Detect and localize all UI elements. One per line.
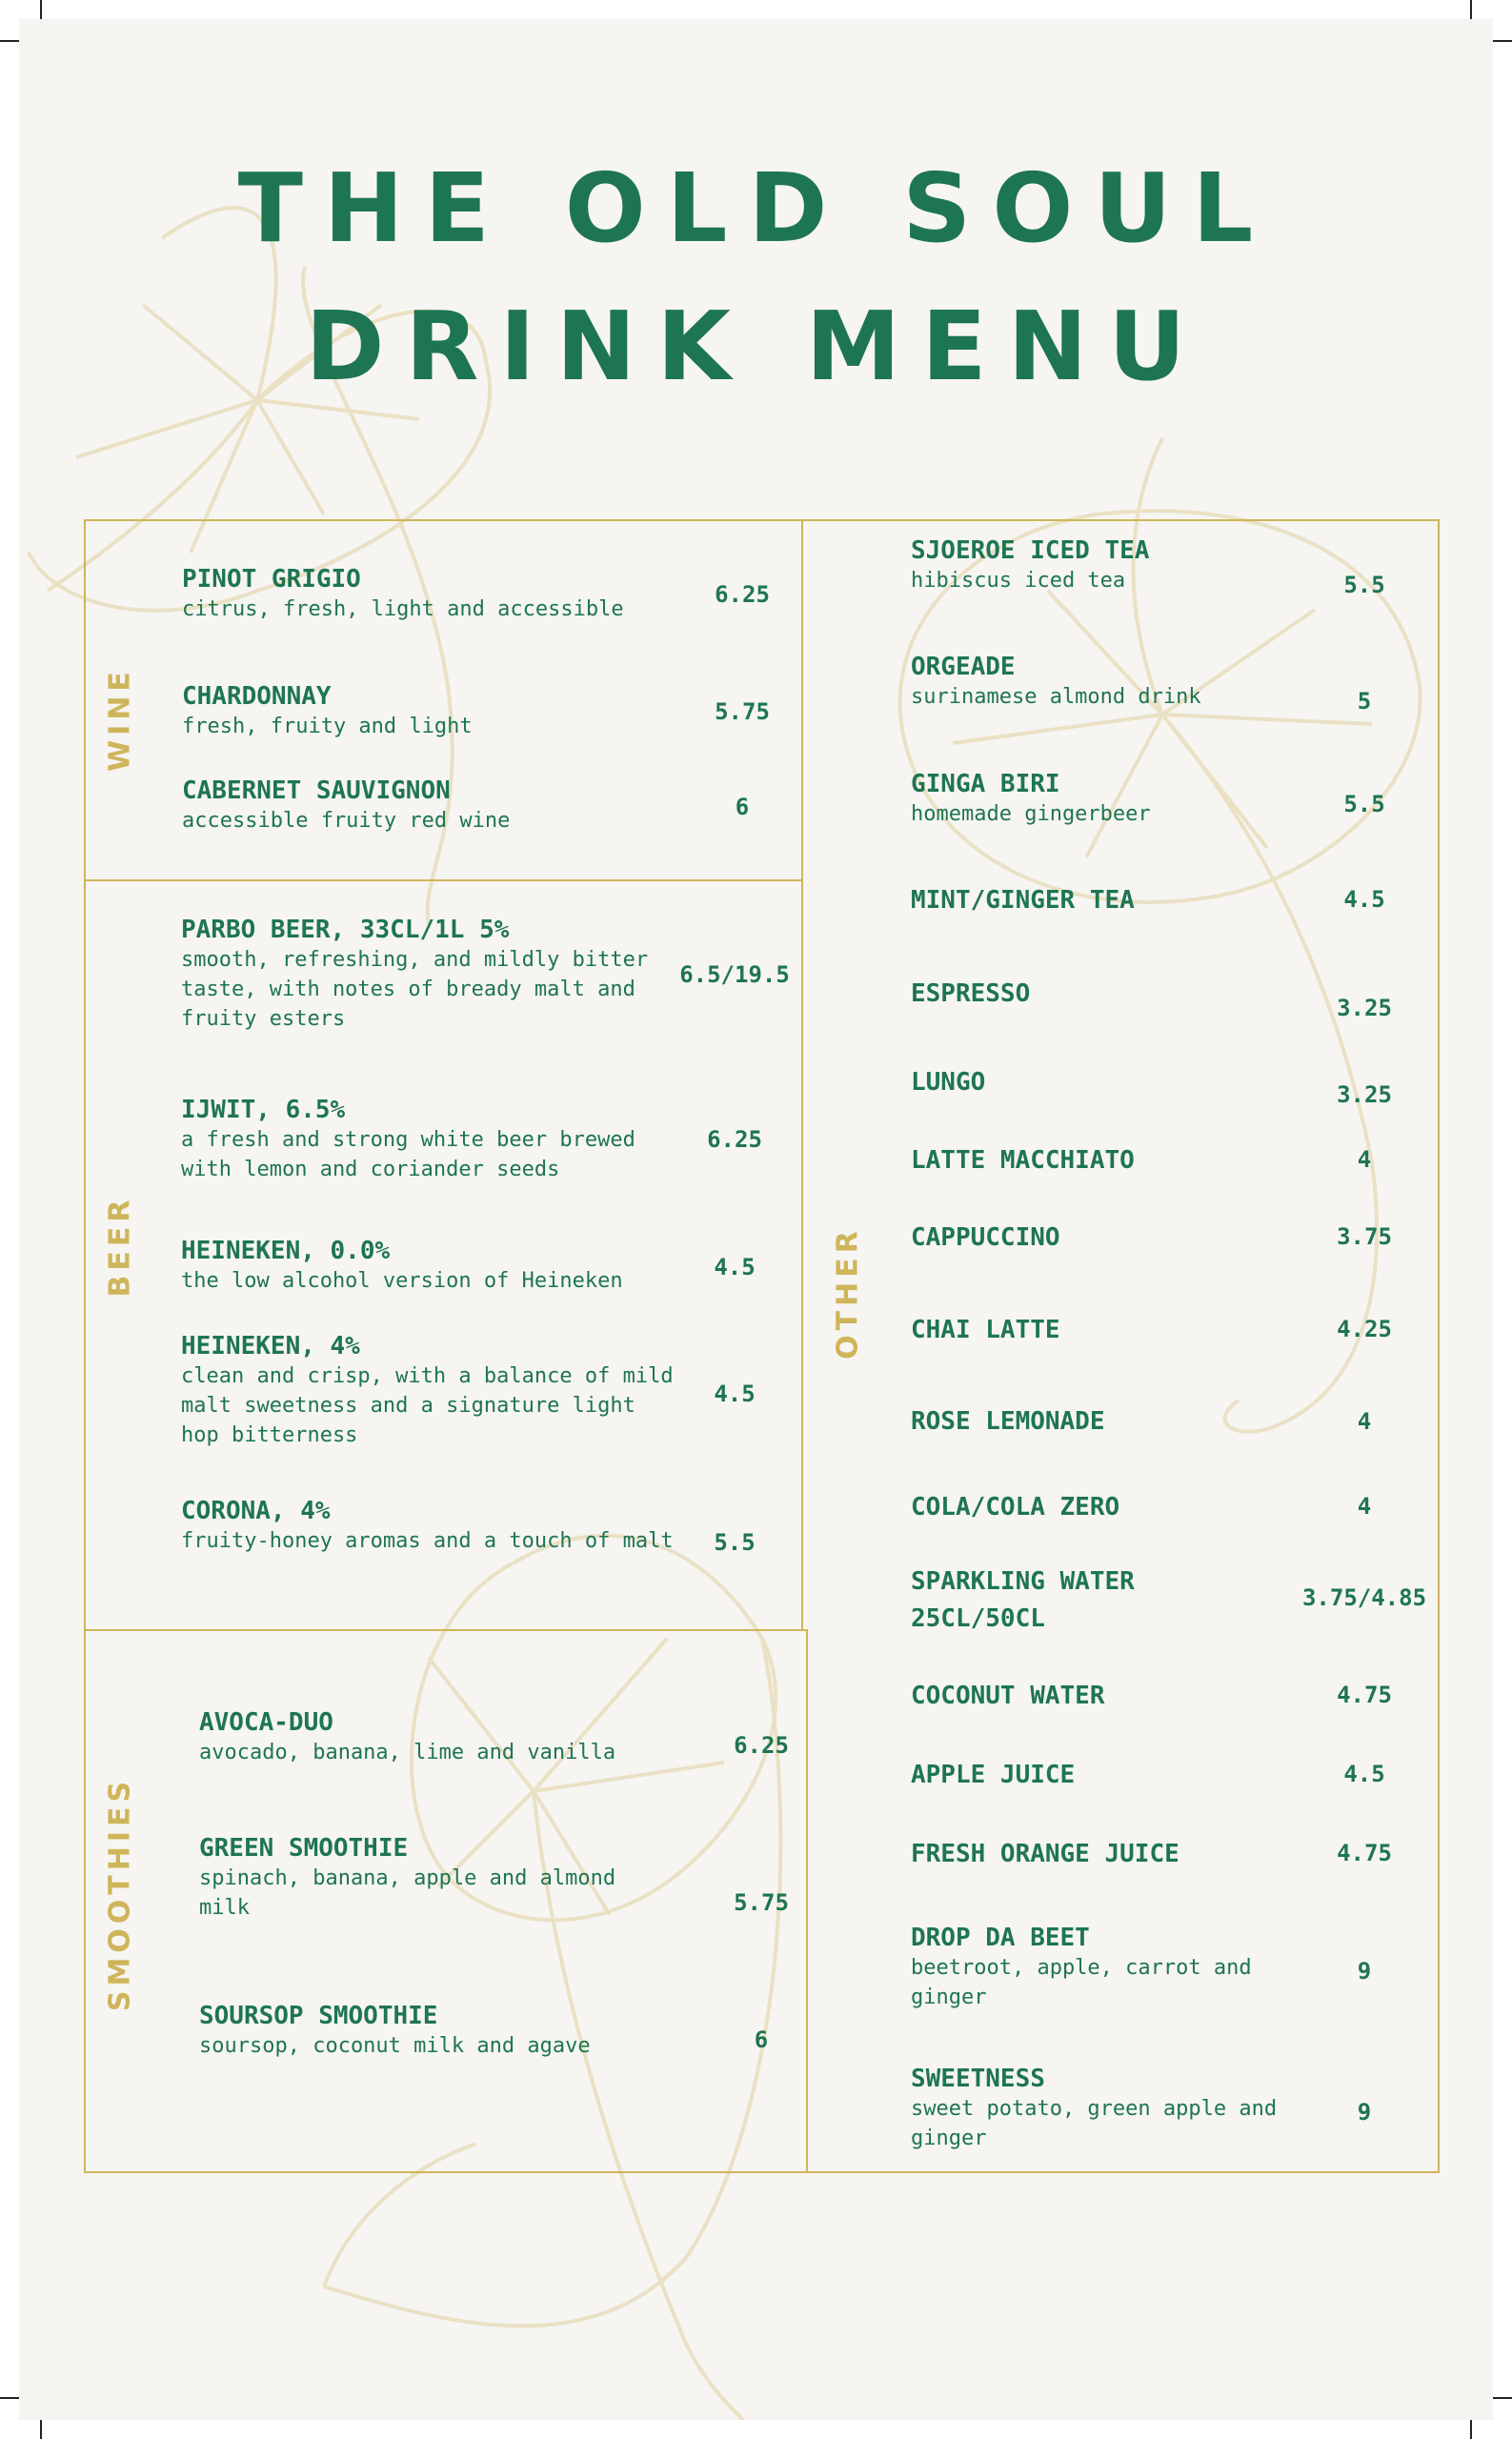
- item-description: fresh, fruity and light: [182, 715, 473, 738]
- item-name: CORONA, 4%: [181, 1497, 331, 1525]
- menu-item: [911, 1760, 1292, 1790]
- item-price: 5.75: [734, 1889, 789, 1916]
- item-price: 6.25: [707, 1126, 762, 1153]
- menu-item: [911, 1315, 1292, 1345]
- item-description: avocado, banana, lime and vanilla: [199, 1741, 616, 1764]
- column-divider-top: [801, 519, 803, 1630]
- item-price: 6.25: [715, 581, 770, 608]
- crop-mark: [40, 0, 42, 19]
- menu-item: [181, 915, 681, 1034]
- item-price: 3.75: [1337, 1223, 1392, 1250]
- menu-title-line-2: DRINK MENU: [305, 291, 1207, 402]
- crop-mark: [40, 2420, 42, 2439]
- item-price: 4: [1357, 1493, 1372, 1520]
- item-name: PINOT GRIGIO: [182, 565, 361, 594]
- item-name: COCONUT WATER: [911, 1682, 1105, 1710]
- item-price: 6.25: [734, 1732, 789, 1759]
- item-price: 4.5: [1343, 886, 1385, 913]
- item-name: GREEN SMOOTHIE: [199, 1834, 409, 1863]
- item-price: 3.25: [1337, 1081, 1392, 1108]
- item-price: 4.5: [714, 1381, 756, 1407]
- item-price: 3.25: [1337, 995, 1392, 1021]
- item-price: 3.75/4.85: [1301, 1584, 1427, 1611]
- crop-mark: [1493, 40, 1512, 42]
- category-other: OTHER: [831, 1226, 865, 1360]
- item-description: homemade gingerbeer: [911, 802, 1151, 826]
- menu-item: [911, 1145, 1292, 1176]
- item-price: 6: [735, 794, 750, 820]
- item-price: 5.75: [715, 698, 770, 725]
- item-name: SPARKLING WATER 25CL/50CL: [911, 1567, 1135, 1633]
- item-name: FRESH ORANGE JUICE: [911, 1840, 1179, 1868]
- column-divider-bottom: [806, 1630, 808, 2171]
- menu-item: [911, 978, 1292, 1009]
- item-description: beetroot, apple, carrot and ginger: [911, 1956, 1252, 2009]
- item-name: APPLE JUICE: [911, 1761, 1076, 1789]
- crop-mark: [0, 40, 19, 42]
- item-description: surinamese almond drink: [911, 685, 1201, 709]
- menu-item: [911, 652, 1292, 712]
- menu-item: [911, 1406, 1292, 1437]
- item-price: 5.5: [1343, 572, 1385, 598]
- menu-item: [182, 681, 696, 741]
- item-description: accessible fruity red wine: [182, 809, 511, 833]
- menu-item: [911, 1681, 1292, 1711]
- item-name: CHARDONNAY: [182, 682, 332, 711]
- menu-item: [199, 1707, 675, 1767]
- item-price: 6.5/19.5: [679, 961, 790, 988]
- item-price: 4.5: [714, 1254, 756, 1280]
- item-description: the low alcohol version of Heineken: [181, 1269, 623, 1293]
- item-name: SOURSOP SMOOTHIE: [199, 2002, 438, 2030]
- item-description: sweet potato, green apple and ginger: [911, 2097, 1278, 2150]
- item-price: 9: [1357, 2099, 1372, 2126]
- item-price: 4.5: [1343, 1761, 1385, 1787]
- item-price: 5.5: [714, 1529, 756, 1556]
- category-smoothies: SMOOTHIES: [103, 1776, 137, 2012]
- item-name: SJOEROE ICED TEA: [911, 536, 1150, 565]
- item-price: 4.25: [1337, 1316, 1392, 1342]
- beer-smoothies-divider: [84, 1629, 808, 1631]
- menu-item: [911, 885, 1292, 916]
- item-name: HEINEKEN, 4%: [181, 1332, 360, 1361]
- item-description: smooth, refreshing, and mildly bitter taste, with notes of bready malt and fruity esters: [181, 948, 649, 1031]
- item-price: 9: [1357, 1958, 1372, 1985]
- item-name: LATTE MACCHIATO: [911, 1146, 1135, 1175]
- category-beer: BEER: [103, 1195, 137, 1298]
- menu-item: [911, 2064, 1292, 2153]
- item-description: citrus, fresh, light and accessible: [182, 597, 624, 621]
- item-price: 4.75: [1337, 1840, 1392, 1866]
- menu-item: [911, 1839, 1292, 1869]
- menu-item: [181, 1095, 681, 1184]
- menu-item: [911, 1923, 1292, 2012]
- item-name: MINT/GINGER TEA: [911, 886, 1135, 915]
- menu-item: [199, 1833, 675, 1923]
- menu-item: [181, 1331, 681, 1450]
- item-name: GINGA BIRI: [911, 770, 1060, 798]
- category-wine: WINE: [103, 667, 137, 772]
- menu-item: [182, 564, 696, 624]
- item-name: IJWIT, 6.5%: [181, 1096, 346, 1124]
- menu-page: [19, 19, 1493, 2420]
- item-description: a fresh and strong white beer brewed with lemon and coriander seeds: [181, 1128, 635, 1181]
- item-name: CAPPUCCINO: [911, 1223, 1060, 1252]
- item-description: clean and crisp, with a balance of mild malt sweetness and a signature light hop bitterness: [181, 1364, 674, 1447]
- item-name: CABERNET SAUVIGNON: [182, 776, 451, 805]
- item-name: DROP DA BEET: [911, 1924, 1090, 1952]
- item-name: ROSE LEMONADE: [911, 1407, 1105, 1436]
- menu-title-line-1: THE OLD SOUL: [237, 152, 1275, 264]
- menu-item: [199, 2001, 675, 2061]
- item-price: 5: [1357, 688, 1372, 715]
- item-name: AVOCA-DUO: [199, 1708, 333, 1737]
- crop-mark: [1470, 0, 1472, 19]
- item-price: 4: [1357, 1408, 1372, 1435]
- item-name: ESPRESSO: [911, 979, 1031, 1008]
- menu-item: [181, 1496, 681, 1556]
- crop-mark: [1470, 2420, 1472, 2439]
- item-description: fruity-honey aromas and a touch of malt: [181, 1529, 674, 1553]
- item-price: 5.5: [1343, 791, 1385, 817]
- item-price: 4: [1357, 1146, 1372, 1173]
- menu-item: [911, 1563, 1225, 1638]
- item-name: ORGEADE: [911, 653, 1016, 681]
- item-name: HEINEKEN, 0.0%: [181, 1237, 391, 1265]
- menu-item: [911, 769, 1292, 829]
- crop-mark: [1493, 2397, 1512, 2399]
- menu-item: [911, 1067, 1292, 1098]
- menu-item: [182, 776, 696, 836]
- item-name: PARBO BEER, 33CL/1L 5%: [181, 916, 510, 944]
- item-price: 6: [754, 2026, 769, 2053]
- item-price: 4.75: [1337, 1682, 1392, 1708]
- item-name: COLA/COLA ZERO: [911, 1493, 1120, 1522]
- item-name: SWEETNESS: [911, 2065, 1045, 2093]
- item-name: CHAI LATTE: [911, 1316, 1060, 1344]
- menu-item: [911, 535, 1292, 595]
- crop-mark: [0, 2397, 19, 2399]
- menu-item: [181, 1236, 681, 1296]
- item-description: hibiscus iced tea: [911, 569, 1126, 593]
- item-name: LUNGO: [911, 1068, 986, 1097]
- menu-item: [911, 1222, 1292, 1253]
- wine-beer-divider: [84, 879, 803, 881]
- menu-item: [911, 1492, 1292, 1522]
- item-description: soursop, coconut milk and agave: [199, 2034, 591, 2058]
- item-description: spinach, banana, apple and almond milk: [199, 1866, 616, 1920]
